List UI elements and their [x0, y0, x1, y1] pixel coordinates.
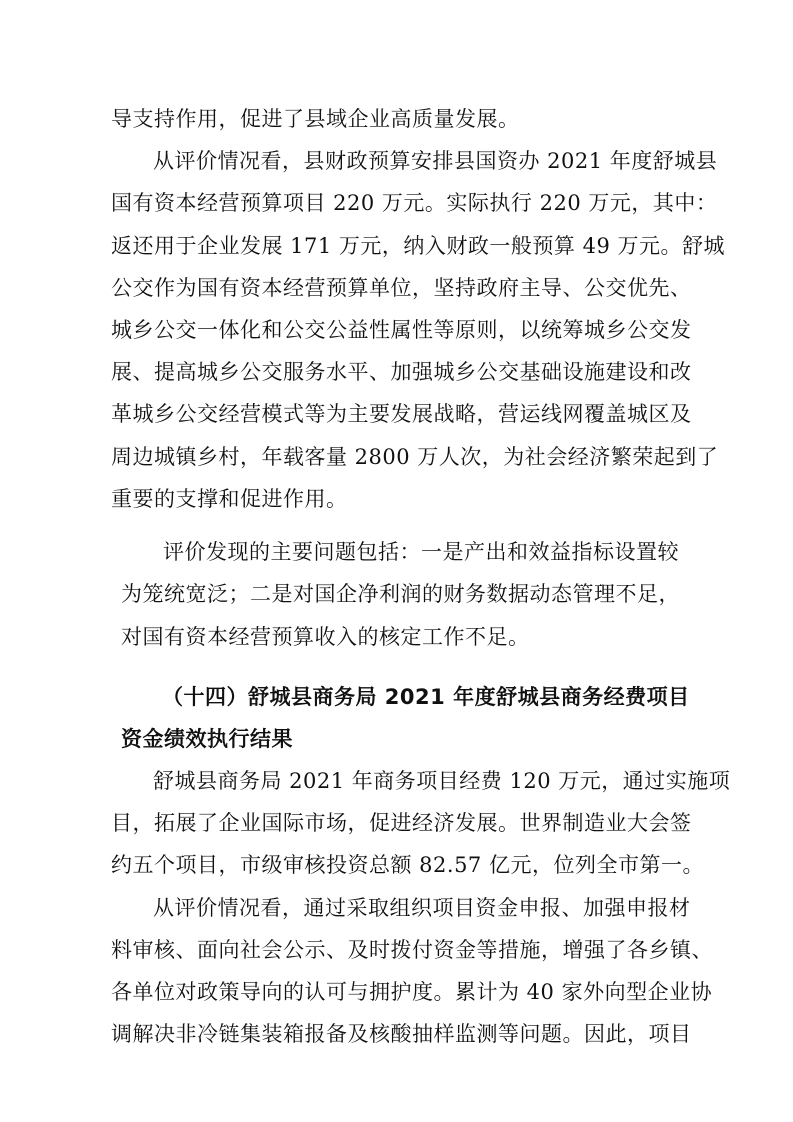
text-line: 对国有资本经营预算收入的核定工作不足。	[121, 625, 530, 649]
text-line: 公交作为国有资本经营预算单位，坚持政府主导、公交优先、	[111, 276, 692, 300]
text-line: 展、提高城乡公交服务水平、加强城乡公交基础设施建设和改	[111, 360, 692, 384]
text-line: 调解决非冷链集装箱报备及核酸抽样监测等问题。因此，项目	[111, 1022, 692, 1046]
heading-line: 资金绩效执行结果	[121, 727, 293, 751]
text-line: 返还用于企业发展 171 万元，纳入财政一般预算 49 万元。舒城	[111, 234, 726, 258]
text-line: 城乡公交一体化和公交公益性属性等原则，以统筹城乡公交发	[111, 318, 692, 342]
text-line: 舒城县商务局 2021 年商务项目经费 120 万元，通过实施项	[153, 769, 731, 793]
text-line: 目，拓展了企业国际市场，促进经济发展。世界制造业大会签	[111, 811, 692, 835]
text-line: 周边城镇乡村，年载客量 2800 万人次，为社会经济繁荣起到了	[111, 445, 719, 469]
text-line: 导支持作用，促进了县域企业高质量发展。	[111, 107, 520, 131]
text-line: 国有资本经营预算项目 220 万元。实际执行 220 万元，其中：	[111, 191, 718, 215]
text-line: 评价发现的主要问题包括：一是产出和效益指标设置较	[163, 540, 679, 564]
text-line: 为笼统宽泛；二是对国企净利润的财务数据动态管理不足，	[121, 582, 680, 606]
text-line: 从评价情况看，通过采取组织项目资金申报、加强申报材	[153, 896, 691, 920]
text-line: 约五个项目，市级审核投资总额 82.57 亿元，位列全市第一。	[111, 853, 704, 877]
text-line: 从评价情况看，县财政预算安排县国资办 2021 年度舒城县	[153, 149, 718, 173]
text-line: 各单位对政策导向的认可与拥护度。累计为 40 家外向型企业协	[111, 980, 713, 1004]
heading-line: （十四）舒城县商务局 2021 年度舒城县商务经费项目	[162, 685, 690, 709]
text-line: 革城乡公交经营模式等为主要发展战略，营运线网覆盖城区及	[111, 402, 692, 426]
text-line: 料审核、面向社会公示、及时拨付资金等措施，增强了各乡镇、	[111, 938, 713, 962]
text-line: 重要的支撑和促进作用。	[111, 487, 348, 511]
